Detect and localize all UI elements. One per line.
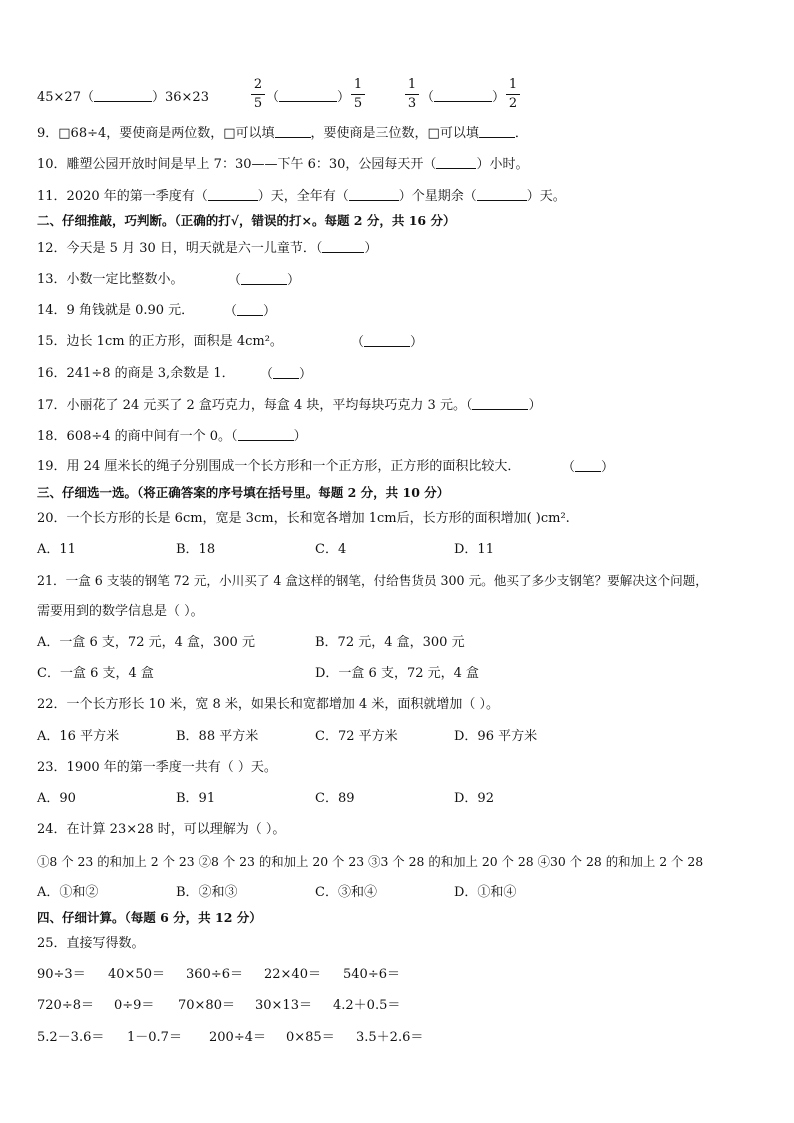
option-b[interactable]: B．②和③ bbox=[176, 885, 238, 900]
question-14: 14．9 角钱就是 0.90 元． bbox=[37, 303, 195, 318]
calc-item: 540÷6＝ bbox=[343, 967, 400, 982]
option-c[interactable]: C．72 平方米 bbox=[315, 729, 398, 744]
option-b[interactable]: B．88 平方米 bbox=[176, 729, 259, 744]
option-a[interactable]: A．一盒 6 支，72 元，4 盒，300 元 bbox=[37, 635, 255, 650]
question-13: 13．小数一定比整数小。 bbox=[37, 272, 184, 287]
answer-blank[interactable] bbox=[477, 187, 527, 201]
answer-blank[interactable] bbox=[349, 187, 399, 201]
fraction: 1 3 bbox=[405, 77, 419, 112]
question-9: 9．□68÷4，要使商是两位数，□可以填 ，要使商是三位数，□可以填 ． bbox=[37, 126, 528, 141]
answer-blank[interactable] bbox=[238, 427, 294, 441]
question-25: 25．直接写得数。 bbox=[37, 936, 145, 951]
question-24: 24．在计算 23×28 时，可以理解为（ ）。 bbox=[37, 822, 286, 837]
fraction: 1 5 bbox=[351, 77, 365, 112]
answer-blank[interactable] bbox=[472, 396, 528, 410]
answer-blank[interactable] bbox=[364, 333, 410, 347]
question-23: 23．1900 年的第一季度一共有（ ）天。 bbox=[37, 760, 277, 775]
option-a[interactable]: A．16 平方米 bbox=[37, 729, 120, 744]
calc-item: 70×80＝ bbox=[178, 998, 235, 1013]
judge-brackets: （ ） bbox=[562, 460, 615, 475]
option-d[interactable]: D．11 bbox=[454, 542, 494, 557]
calc-item: 360÷6＝ bbox=[186, 967, 243, 982]
question-12: 12．今天是 5 月 30 日，明天就是六一儿童节．（ ） bbox=[37, 241, 378, 256]
option-c[interactable]: C．一盒 6 支，4 盒 bbox=[37, 666, 154, 681]
judge-brackets: （ ） bbox=[224, 304, 277, 319]
calc-item: 0÷9＝ bbox=[114, 998, 155, 1013]
option-d[interactable]: D．92 bbox=[454, 791, 494, 806]
calc-item: 5.2－3.6＝ bbox=[37, 1030, 105, 1045]
answer-blank[interactable] bbox=[434, 88, 492, 102]
answer-blank[interactable] bbox=[275, 124, 311, 138]
calc-item: 1－0.7＝ bbox=[127, 1030, 182, 1045]
calc-item: 40×50＝ bbox=[108, 967, 165, 982]
answer-blank[interactable] bbox=[241, 271, 287, 285]
judge-brackets: （ ） bbox=[260, 367, 313, 382]
question-10: 10．雕塑公园开放时间是早上 7：30——下午 6：30，公园每天开（ ）小时。 bbox=[37, 157, 529, 172]
option-d[interactable]: D．一盒 6 支，72 元，4 盒 bbox=[315, 666, 480, 681]
fraction: 2 5 bbox=[251, 77, 265, 112]
answer-blank[interactable] bbox=[322, 239, 364, 253]
calc-item: 720÷8＝ bbox=[37, 998, 94, 1013]
option-c[interactable]: C．89 bbox=[315, 791, 355, 806]
option-b[interactable]: B．72 元，4 盒，300 元 bbox=[315, 635, 465, 650]
question-21-line-2: 需要用到的数学信息是（ ）。 bbox=[37, 604, 204, 619]
question-18: 18．608÷4 的商中间有一个 0。（ ） bbox=[37, 429, 307, 444]
answer-blank[interactable] bbox=[94, 88, 152, 102]
calc-item: 22×40＝ bbox=[264, 967, 321, 982]
answer-blank[interactable] bbox=[436, 155, 476, 169]
calc-item: 90÷3＝ bbox=[37, 967, 86, 982]
judge-brackets: （ ） bbox=[351, 335, 424, 350]
calc-item: 3.5＋2.6＝ bbox=[356, 1030, 424, 1045]
question-22: 22．一个长方形长 10 米，宽 8 米，如果长和宽都增加 4 米，面积就增加（ ）。 bbox=[37, 697, 500, 712]
option-c[interactable]: C．③和④ bbox=[315, 885, 377, 900]
answer-blank[interactable] bbox=[237, 302, 263, 316]
section-heading-4: 四、仔细计算。（每题 6 分，共 12 分） bbox=[37, 910, 262, 925]
option-d[interactable]: D．①和④ bbox=[454, 885, 517, 900]
answer-blank[interactable] bbox=[479, 124, 515, 138]
calc-item: 4.2＋0.5＝ bbox=[333, 998, 401, 1013]
calc-item: 200÷4＝ bbox=[209, 1030, 266, 1045]
judge-brackets: （ ） bbox=[228, 273, 301, 288]
q8-right: （ ） bbox=[421, 90, 506, 105]
calc-item: 30×13＝ bbox=[255, 998, 312, 1013]
option-a[interactable]: A．90 bbox=[37, 791, 76, 806]
fraction: 1 2 bbox=[506, 77, 520, 112]
answer-blank[interactable] bbox=[575, 458, 601, 472]
q8-mid: （ ） bbox=[266, 90, 351, 105]
question-16: 16．241÷8 的商是 3,余数是 1． bbox=[37, 366, 235, 381]
option-a[interactable]: A．11 bbox=[37, 542, 76, 557]
option-b[interactable]: B．18 bbox=[176, 542, 216, 557]
option-c[interactable]: C．4 bbox=[315, 542, 347, 557]
calc-item: 0×85＝ bbox=[286, 1030, 335, 1045]
question-21-line-1: 21．一盒 6 支装的钢笔 72 元，小川买了 4 盒这样的钢笔，付给售货员 300 元。他买了多少支钢笔？要解决这个问题， bbox=[37, 573, 708, 588]
q8-left: 45×27（ ）36×23 bbox=[37, 90, 209, 105]
question-11: 11．2020 年的第一季度有（ ）天，全年有（ ）个星期余（ ）天。 bbox=[37, 189, 566, 204]
question-15: 15．边长 1cm 的正方形，面积是 4cm²。 bbox=[37, 334, 283, 349]
question-20: 20．一个长方形的长是 6cm，宽是 3cm，长和宽各增加 1cm后，长方形的面积增加( )cm². bbox=[37, 511, 570, 526]
section-heading-3: 三、仔细选一选。（将正确答案的序号填在括号里。每题 2 分，共 10 分） bbox=[37, 485, 450, 500]
question-24-choices: ①8 个 23 的和加上 2 个 23 ②8 个 23 的和加上 20 个 23 ③3 个 28 的和加上 20 个 28 ④30 个 28 的和加上 2 个 28 bbox=[37, 854, 704, 869]
option-a[interactable]: A．①和② bbox=[37, 885, 99, 900]
answer-blank[interactable] bbox=[208, 187, 258, 201]
option-d[interactable]: D．96 平方米 bbox=[454, 729, 538, 744]
answer-blank[interactable] bbox=[273, 365, 299, 379]
question-17: 17．小丽花了 24 元买了 2 盒巧克力，每盒 4 块，平均每块巧克力 3 元。（ ） bbox=[37, 398, 542, 413]
section-heading-2: 二、仔细推敲，巧判断。（正确的打√，错误的打×。每题 2 分，共 16 分） bbox=[37, 213, 456, 228]
option-b[interactable]: B．91 bbox=[176, 791, 216, 806]
question-19: 19．用 24 厘米长的绳子分别围成一个长方形和一个正方形，正方形的面积比较大． bbox=[37, 459, 521, 474]
answer-blank[interactable] bbox=[279, 88, 337, 102]
